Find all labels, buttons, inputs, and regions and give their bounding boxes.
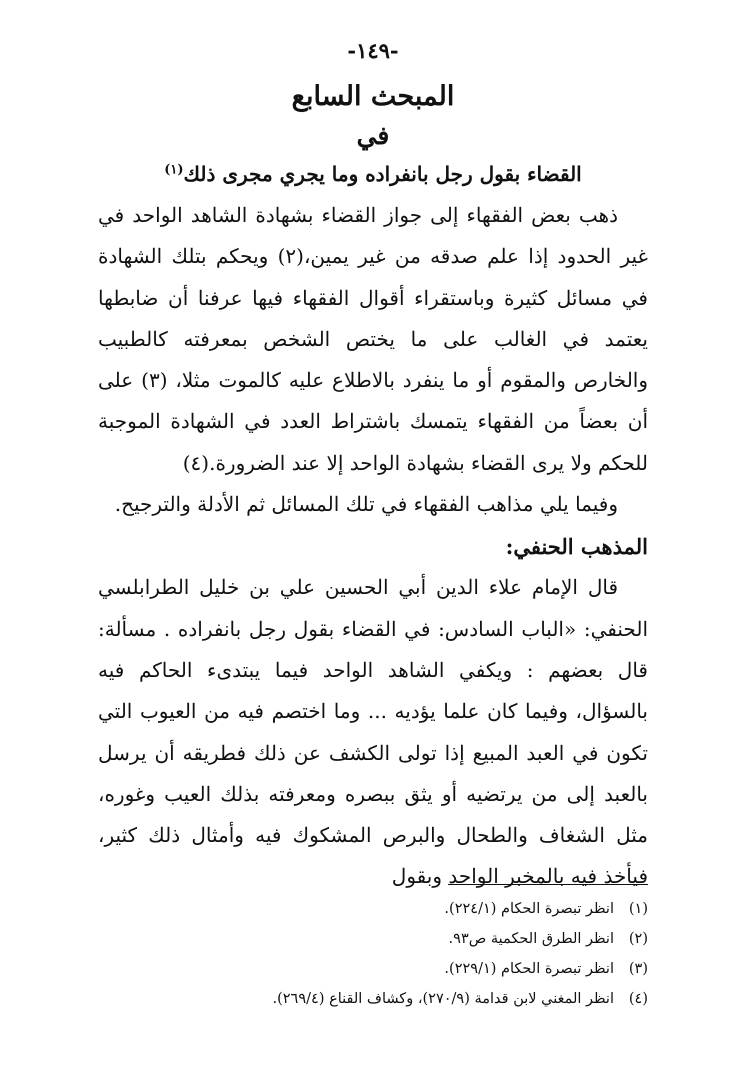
footnote-divider bbox=[448, 884, 648, 885]
main-text bbox=[98, 195, 648, 898]
footnote bbox=[98, 924, 648, 954]
section-subtitle bbox=[98, 155, 648, 193]
footnote bbox=[98, 984, 648, 1014]
footnote-number: (٣) bbox=[628, 961, 648, 977]
footnote-number: (٢) bbox=[628, 931, 648, 947]
footnote bbox=[98, 954, 648, 984]
footnote-number: (٤) bbox=[628, 991, 648, 1007]
section-title-connector: في bbox=[356, 121, 390, 150]
transition-paragraph: وفيما يلي مذاهب الفقهاء في تلك المسائل ثم الأدلة والترجيح. bbox=[114, 492, 618, 517]
intro-paragraph: ذهب بعض الفقهاء إلى جواز القضاء بشهادة الشاهد الواحد في غير الحدود إذا علم صدقه من غير يمين،(٢) ويحكم بتلك الشهادة في مسائل كثيرة وباستقراء أقوال الفقهاء فيها عرفنا أن ضابطها يعتمد في الغالب على ما يختص الشخص بمعرفته كالطبيب والخارص والمقوم أو ما ينفرد بالاطلاع عليه كالموت مثلا، (٣) على أن بعضاً من الفقهاء يتمسك باشتراط العدد في الشهادة الموجبة للحكم ولا يرى القضاء بشهادة الواحد إلا عند الضرورة.(٤) bbox=[98, 203, 649, 475]
section-title: المبحث السابع bbox=[291, 81, 455, 112]
footnote-text: انظر المغني لابن قدامة (٢٧٠/٩)، وكشاف القناع (٢٦٩/٤). bbox=[272, 991, 614, 1007]
footnotes bbox=[98, 894, 648, 1014]
footnote-ref-1: (١) bbox=[164, 162, 184, 178]
footnote-text: انظر تبصرة الحكام (٢٢٤/١). bbox=[444, 901, 614, 917]
hanafi-quote-paragraph: قال الإمام علاء الدين أبي الحسين علي بن خليل الطرابلسي الحنفي: «الباب السادس: في القضاء بقول رجل بانفراده . مسألة: قال بعضهم : ويكفي الشاهد الواحد فيما يبتدىء الحاكم فيه بالسؤال، وفيما كان علما يؤديه ... وما اختصم فيه من العيوب التي تكون في العبد المبيع إذا تولى الكشف عن ذلك فطريقه أن يرسل بالعبد إلى من يرتضيه أو يثق ببصره ومعرفته بذلك العيب وغوره، مثل الشغاف والطحال والبرص المشكوك فيه وأمثال ذلك كثير، فيأخذ فيه بالمخبر الواحد وبقول bbox=[98, 575, 648, 889]
footnote-text: انظر تبصرة الحكام (٢٢٩/١). bbox=[444, 961, 614, 977]
footnote-number: (١) bbox=[628, 901, 648, 917]
footnote-text: انظر الطرق الحكمية ص٩٣. bbox=[448, 931, 614, 947]
hanafi-school-heading: المذهب الحنفي: bbox=[505, 534, 648, 560]
section-subtitle-text: القضاء بقول رجل بانفراده وما يجري مجرى ذلك bbox=[183, 162, 582, 186]
footnote bbox=[98, 894, 648, 924]
page-number: -١٤٩- bbox=[347, 38, 399, 63]
